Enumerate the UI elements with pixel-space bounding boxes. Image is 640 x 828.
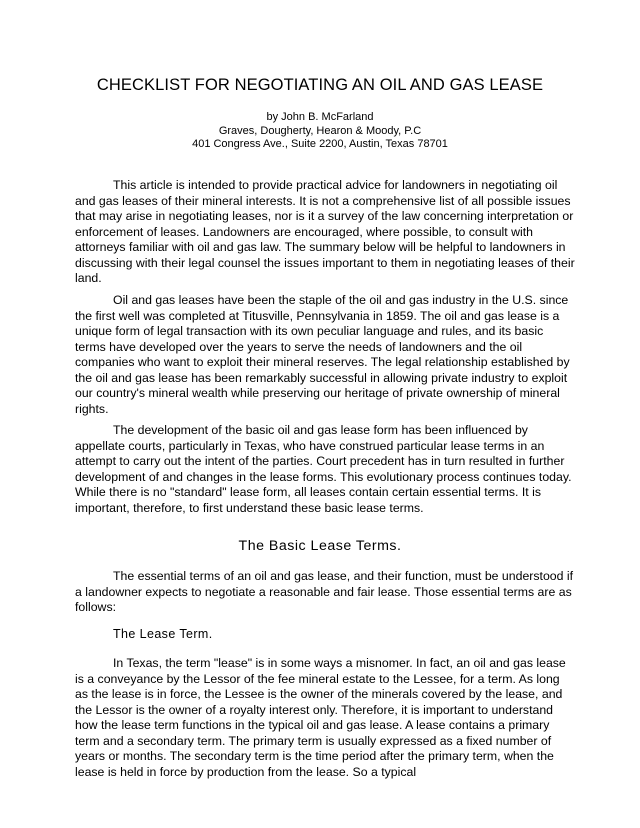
intro-paragraph-3 (75, 423, 575, 516)
section-heading: The Basic Lease Terms. (238, 538, 402, 554)
paragraph-text: This article is intended to provide practical advice for landowners in negotiating oil and gas leases of their mineral interests. It is not a comprehensive list of all possible issues that may arise in negotiating leases, nor is it a survey of the law concerning interpretation or enforcement of leases. Landowners are encouraged, where possible, to consult with attorneys familiar with oil and gas law. The summary below will be helpful to landowners in discussing with their legal counsel the issues important to them in negotiating leases of their land. (75, 178, 575, 285)
firm-line: Graves, Dougherty, Hearon & Moody, P.C (218, 124, 422, 137)
author-line: by John B. McFarland (266, 111, 374, 123)
document-title: CHECKLIST FOR NEGOTIATING AN OIL AND GAS LEASE (96, 76, 544, 94)
paragraph-text: Oil and gas leases have been the staple of the oil and gas industry in the U.S. since the first well was completed at Titusville, Pennsylvania in 1859. The oil and gas lease is a unique form of legal transaction with its own peculiar language and rules, and its basic terms have developed over the years to serve the needs of landowners and the oil companies who want to exploit their mineral reserves. The legal relationship established by the oil and gas lease has been remarkably successful in allowing private industry to exploit our country's mineral wealth while preserving our heritage of private ownership of mineral rights. (75, 293, 570, 416)
byline (0, 111, 640, 152)
intro-paragraph-2 (75, 293, 575, 417)
paragraph-text: In Texas, the term "lease" is in some ways a misnomer. In fact, an oil and gas lease is a conveyance by the Lessor of the fee mineral estate to the Lessee, for a term. As long as the lease is in force, the Lessee is the owner of the minerals covered by the lease, and the Lessor is the owner of a royalty interest only. Therefore, it is important to understand how the lease term functions in the typical oil and gas lease. A lease contains a primary term and a secondary term. The primary term is usually expressed as a fixed number of years or months. The secondary term is the time period after the primary term, when the lease is held in force by production from the lease. So a typical (75, 656, 566, 779)
address-line: 401 Congress Ave., Suite 2200, Austin, Texas 78701 (192, 138, 448, 150)
lease-term-paragraph (75, 656, 575, 780)
paragraph-text: The development of the basic oil and gas lease form has been influenced by appellate courts, particularly in Texas, who have construed particular lease terms in an attempt to carry out the intent of the parties. Court precedent has in turn resulted in further development of and changes in the lease forms. This evolutionary process continues today. While there is no "standard" lease form, all leases contain certain essential terms. It is important, therefore, to first understand these basic lease terms. (75, 423, 572, 515)
subsection-heading: The Lease Term. (113, 627, 213, 641)
intro-paragraph-1 (75, 178, 575, 287)
section-intro-paragraph (75, 569, 575, 616)
paragraph-text: The essential terms of an oil and gas lease, and their function, must be understood if a landowner expects to negotiate a reasonable and fair lease. Those essential terms are as follows: (75, 569, 574, 614)
